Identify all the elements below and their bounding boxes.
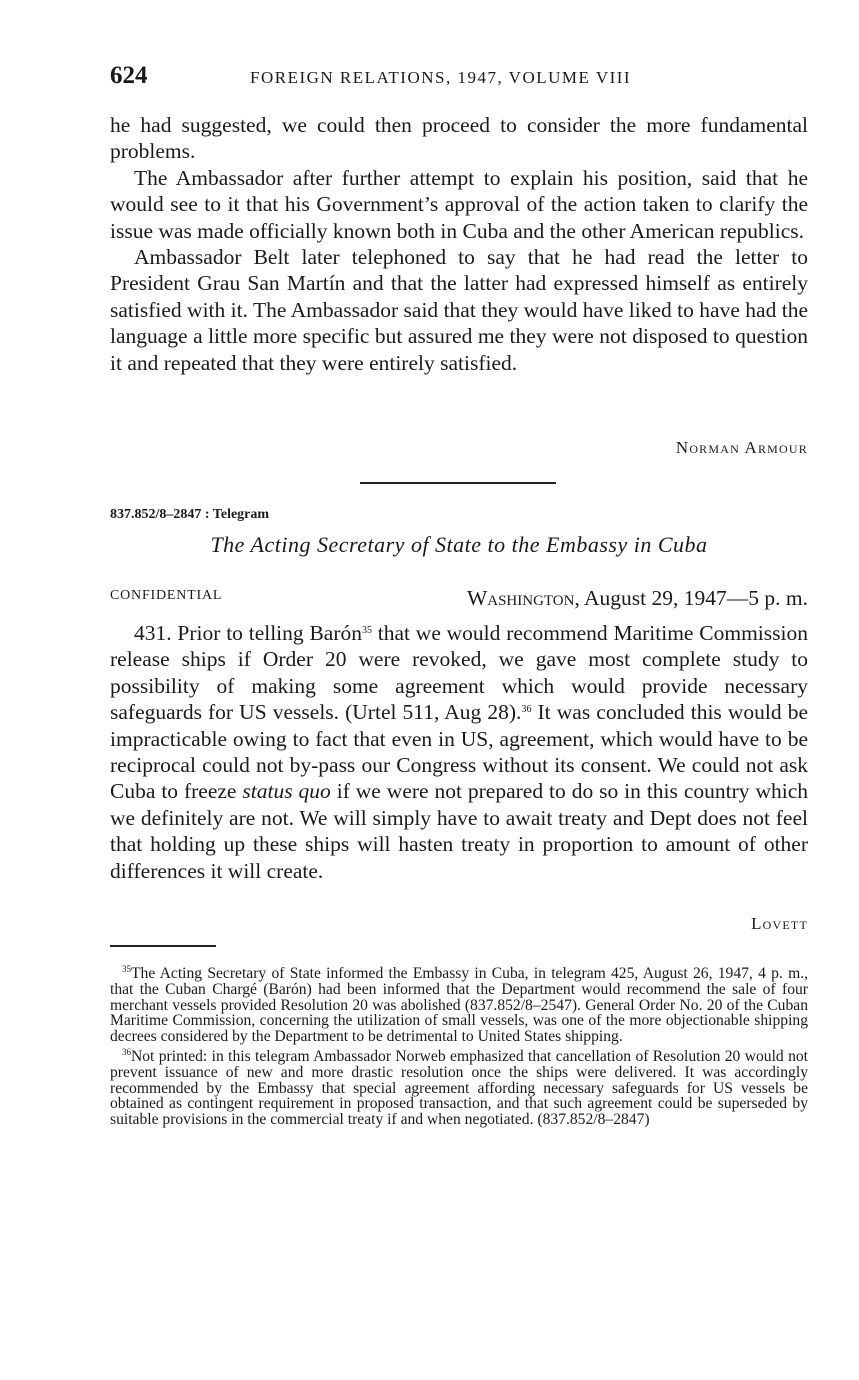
footnotes	[110, 962, 808, 1128]
italic-term: status quo	[242, 779, 331, 804]
page-number: 624	[110, 62, 148, 89]
footnote-rule	[110, 945, 216, 947]
document-title: The Acting Secretary of State to the Embassy in Cuba	[210, 532, 708, 557]
telegram-text	[110, 620, 808, 884]
dateline-date: , August 29, 1947—5 p. m.	[574, 586, 808, 610]
signature-armour: Norman Armour	[675, 438, 808, 457]
footnote-ref-35[interactable]: 35	[361, 625, 372, 636]
running-head: FOREIGN RELATIONS, 1947, VOLUME VIII	[250, 68, 632, 87]
footnote-marker: 35	[122, 964, 131, 974]
classification-label: CONFIDENTIAL	[110, 588, 223, 603]
text-run: 431. Prior to telling Barón	[134, 621, 362, 645]
text-run: It was concluded this would be impracticable owing to fact that even in US, agreement, which would have to be reciprocal could not by-pass our Congress without its consent. We could not ask Cuba to freeze	[110, 700, 808, 804]
footnote-marker: 36	[122, 1046, 131, 1057]
paragraph: he had suggested, we could then proceed to consider the more fundamental problems.	[110, 113, 808, 164]
dateline-row	[110, 586, 808, 614]
dateline	[467, 586, 808, 611]
text-run: that we would recommend Maritime Commission release ships if Order 20 were revoked, we gave most complete study to possibility of making some agreement which would provide necessary safeguards for US vessels. (Urtel 511, Aug 28).	[110, 621, 808, 725]
footnote-36	[110, 1045, 808, 1128]
text-run: if we were not prepared to do so in this country which we definitely are not. We will simply have to await treaty and Dept does not feel that holding up these ships will hasten treaty in proportion to amount of other differences it will create.	[110, 779, 808, 883]
footnote-text: Not printed: in this telegram Ambassador Norweb emphasized that cancellation of Resolution 20 would not prevent issuance of new and more drastic resolution once the ships were delivered. It was accordingly recommended by the Embassy that special agreement affording necessary safeguards for US vessels be obtained as contingent requirement in proposed transaction, and that such agreement could be superseded by suitable provisions in the commercial treaty if and when negotiated. (837.852/8–2847)	[110, 1047, 808, 1129]
paragraph: The Ambassador after further attempt to explain his position, said that he would see to it that his Government’s approval of the action taken to clarify the issue was made officially known both in Cuba and the other American republics.	[110, 165, 808, 243]
paragraph	[110, 620, 808, 884]
paragraph: Ambassador Belt later telephoned to say that he had read the letter to President Grau San Martín and that the latter had expressed himself as entirely satisfied with it. The Ambassador said that they would have liked to have had the language a little more specific but assured me they were not disposed to question it and repeated that they were entirely satisfied.	[110, 245, 808, 375]
dateline-place: Washington	[466, 586, 575, 610]
letter-conclusion-text	[110, 112, 808, 376]
footnote-ref-36[interactable]: 36	[521, 704, 532, 716]
section-divider	[360, 482, 556, 484]
footnote-35	[110, 962, 808, 1045]
page-header	[110, 62, 810, 98]
footnote-text: The Acting Secretary of State informed the Embassy in Cuba, in telegram 425, August 26, 1947, 4 p. m., that the Cuban Chargé (Barón) had been informed that the Department would recommend the sale of four merchant vessels provided Resolution 20 was abolished (837.852/8–2547). General Order No. 20 of the Cuban Maritime Commission, concerning the utilization of small vessels, was one of the more objectionable shipping decrees considered by the Department to be detrimental to United States shipping.	[110, 965, 808, 1046]
signature-lovett: Lovett	[751, 914, 808, 933]
file-reference: 837.852/8–2847 : Telegram	[110, 507, 270, 522]
